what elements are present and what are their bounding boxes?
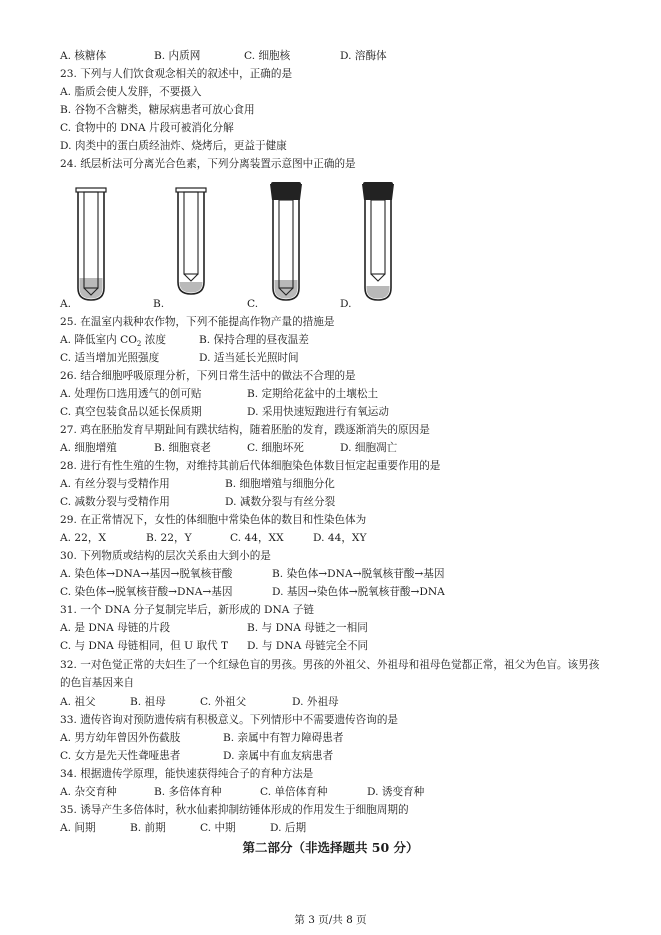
- q33-options-row2: [60, 748, 620, 764]
- q23-option-c: C. 食物中的 DNA 片段可被消化分解: [60, 122, 234, 134]
- q35-option-b: B. 前期: [130, 822, 166, 834]
- q23-stem: 23. 下列与人们饮食观念相关的叙述中，正确的是: [60, 68, 293, 80]
- q28-option-c: C. 减数分裂与受精作用: [60, 496, 170, 508]
- q24-stem: 24. 纸层析法可分离光合色素，下列分离装置示意图中正确的是: [60, 158, 356, 170]
- q33-options-row1: [60, 730, 620, 746]
- q31-option-c: C. 与 DNA 母链相同，但 U 取代 T: [60, 640, 229, 652]
- q33-option-d: D. 亲属中有血友病患者: [223, 750, 334, 762]
- q34-stem: 34. 根据遗传学原理，能快速获得纯合子的育种方法是: [60, 768, 314, 780]
- q33-option-a: A. 男方幼年曾因外伤截肢: [60, 732, 181, 744]
- q35-option-a: A. 间期: [60, 822, 96, 834]
- q23-option-a: A. 脂质会使人发胖，不要摄入: [60, 86, 202, 98]
- chromatography-diagrams: [60, 178, 480, 308]
- q24-label-a: A.: [60, 298, 72, 310]
- q35-stem: 35. 诱导产生多倍体时，秋水仙素抑制纺锤体形成的作用发生于细胞周期的: [60, 804, 409, 816]
- q24-label-b: B.: [153, 298, 165, 310]
- q31-options-row1: [60, 620, 620, 636]
- q26-option-c: C. 真空包装食品以延长保质期: [60, 406, 202, 418]
- q32-option-d: D. 外祖母: [292, 696, 339, 708]
- q23-option-d: D. 肉类中的蛋白质经油炸、烧烤后，更益于健康: [60, 140, 287, 152]
- q27-options: [60, 440, 620, 456]
- q26-options-row1: [60, 386, 620, 402]
- q29-option-c: C. 44，XX: [230, 532, 284, 544]
- q28-option-a: A. 有丝分裂与受精作用: [60, 478, 170, 490]
- q30-options-row1: [60, 566, 620, 582]
- q24-label-d: D.: [340, 298, 352, 310]
- q25-options-row1: [60, 332, 620, 348]
- q29-option-a: A. 22，X: [60, 532, 107, 544]
- q26-option-a: A. 处理伤口选用透气的创可贴: [60, 388, 202, 400]
- q26-option-b: B. 定期给花盆中的土壤松土: [247, 388, 379, 400]
- q29-options: [60, 530, 620, 546]
- q30-option-c: C. 染色体→脱氧核苷酸→DNA→基因: [60, 586, 233, 598]
- q35-option-d: D. 后期: [270, 822, 307, 834]
- q28-option-d: D. 减数分裂与有丝分裂: [225, 496, 336, 508]
- q27-option-c: C. 细胞坏死: [247, 442, 304, 454]
- q33-stem: 33. 遗传咨询对预防遗传病有积极意义。下列情形中不需要遗传咨询的是: [60, 714, 399, 726]
- q22-option-b: B. 内质网: [154, 50, 201, 62]
- q26-stem: 26. 结合细胞呼吸原理分析，下列日常生活中的做法不合理的是: [60, 370, 356, 382]
- q27-option-b: B. 细胞衰老: [154, 442, 211, 454]
- q31-option-a: A. 是 DNA 母链的片段: [60, 622, 171, 634]
- q34-option-b: B. 多倍体育种: [154, 786, 222, 798]
- q27-option-d: D. 细胞凋亡: [340, 442, 398, 454]
- q26-options-row2: [60, 404, 620, 420]
- q22-option-d: D. 溶酶体: [340, 50, 387, 62]
- tube-c-diagram: [270, 182, 302, 300]
- q33-option-b: B. 亲属中有智力障碍患者: [223, 732, 344, 744]
- q25-stem: 25. 在温室内栽种农作物，下列不能提高作物产量的措施是: [60, 316, 335, 328]
- q25-option-c: C. 适当增加光照强度: [60, 352, 160, 364]
- q35-options: [60, 820, 620, 836]
- q35-option-c: C. 中期: [200, 822, 236, 834]
- q30-option-d: D. 基因→染色体→脱氧核苷酸→DNA: [272, 586, 445, 598]
- q30-option-b: B. 染色体→DNA→脱氧核苷酸→基因: [272, 568, 445, 580]
- tube-b-diagram: [176, 188, 206, 294]
- q32-stem: 32. 一对色觉正常的夫妇生了一个红绿色盲的男孩。男孩的外祖父、外祖母和祖母色觉都正常，祖父为色盲。该男孩的色盲基因来自: [60, 659, 600, 689]
- q32-option-a: A. 祖父: [60, 696, 96, 708]
- q22-option-c: C. 细胞核: [244, 50, 291, 62]
- q22-options: [60, 48, 620, 64]
- q34-options: [60, 784, 620, 800]
- q28-stem: 28. 进行有性生殖的生物，对维持其前后代体细胞染色体数目恒定起重要作用的是: [60, 460, 441, 472]
- q31-stem: 31. 一个 DNA 分子复制完毕后，新形成的 DNA 子链: [60, 604, 315, 616]
- q31-option-d: D. 与 DNA 母链完全不同: [247, 640, 369, 652]
- q30-options-row2: [60, 584, 620, 600]
- q31-option-b: B. 与 DNA 母链之一相同: [247, 622, 368, 634]
- q25-option-b: B. 保持合理的昼夜温差: [199, 334, 309, 346]
- q29-stem: 29. 在正常情况下，女性的体细胞中常染色体的数目和性染色体为: [60, 514, 367, 526]
- tube-d-diagram: [362, 182, 394, 300]
- q33-option-c: C. 女方是先天性聋哑患者: [60, 750, 181, 762]
- q32-option-b: B. 祖母: [130, 696, 166, 708]
- q34-option-c: C. 单倍体育种: [260, 786, 328, 798]
- q32-options: [60, 694, 620, 710]
- q31-options-row2: [60, 638, 620, 654]
- q27-option-a: A. 细胞增殖: [60, 442, 117, 454]
- q29-option-d: D. 44，XY: [313, 532, 367, 544]
- q28-option-b: B. 细胞增殖与细胞分化: [225, 478, 335, 490]
- q34-option-a: A. 杂交育种: [60, 786, 117, 798]
- q28-options-row2: [60, 494, 620, 510]
- q23-option-b: B. 谷物不含糖类，糖尿病患者可放心食用: [60, 104, 255, 116]
- q29-option-b: B. 22，Y: [146, 532, 192, 544]
- q30-stem: 30. 下列物质或结构的层次关系由大到小的是: [60, 550, 271, 562]
- page-footer: 第 3 页/共 8 页: [294, 914, 367, 926]
- q28-options-row1: [60, 476, 620, 492]
- q25-option-a: A. 降低室内 $CO_2$ 浓度: [60, 334, 166, 349]
- tube-a-diagram: [76, 188, 106, 300]
- q30-option-a: A. 染色体→DNA→基因→脱氧核苷酸: [60, 568, 233, 580]
- q25-options-row2: [60, 350, 620, 366]
- q27-stem: 27. 鸡在胚胎发育早期趾间有蹼状结构，随着胚胎的发育，蹼逐渐消失的原因是: [60, 424, 430, 436]
- q26-option-d: D. 采用快速短跑进行有氧运动: [247, 406, 389, 418]
- q24-label-c: C.: [247, 298, 259, 310]
- section-two-title: 第二部分（非选择题共 50 分）: [242, 840, 419, 855]
- q32-option-c: C. 外祖父: [200, 696, 247, 708]
- q22-option-a: A. 核糖体: [60, 50, 107, 62]
- q34-option-d: D. 诱变育种: [367, 786, 425, 798]
- q25-option-d: D. 适当延长光照时间: [199, 352, 299, 364]
